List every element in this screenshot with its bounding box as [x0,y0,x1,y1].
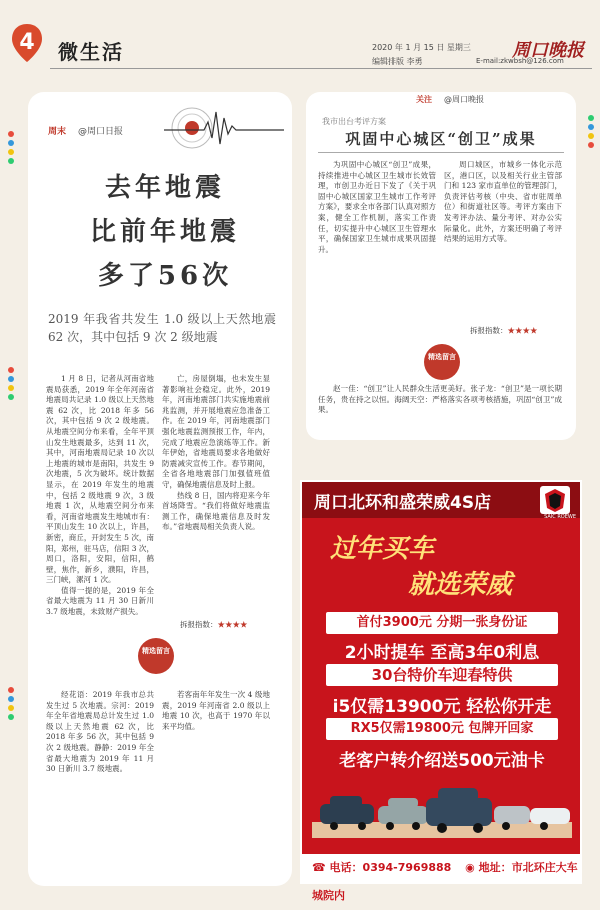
left-col1-text: 1 月 8 日，记者从河南省地震局获悉，2019 年全年河南省地震局共记录 1.0 级以上天然地震 62 次，比 2018 年多 56 次，其中包括 9 次 2 级地震。从地震空间分布来看，全年平顶山发生地震最多，达到 11 次，其中，河南地震局记录 10 次以上地震的城市是南阳，共发生 9 次地震，5 次为破坏。统计数据显示，在 2019 年发生的地震中，包括 2 级地震 9 次，3 级地震 1 次，从地震空间分布来看，河南省地震发生地城市有：平顶山发生 10 次以上，许昌，新密，商丘，开封发生 5 次，南阳，郑州，驻马店，信阳 3 次，周口，洛阳，安阳，信阳，鹤壁，焦作，新乡，濮阳，许昌，三门峡，漯河 1 次。 [46,374,154,585]
left-col2 [162,374,270,624]
right-col2 [444,160,562,328]
right-source: @周口晚报 [444,95,484,104]
ad-header [302,482,580,518]
roewe-ad[interactable] [300,480,582,902]
ad-offer-4: i5仅需13900元 轻松你开走 [332,697,552,717]
email-line: E-mail:zkwbsh@126.com [476,57,564,65]
left-subhead: 2019 年我省共发生 1.0 级以上天然地震 62 次，其中包括 9 次 2 级地震 [48,312,276,344]
ad-cars-image [312,782,572,838]
section-title: 微生活 [58,40,124,64]
right-rating-stars: ★★★★ [507,326,538,335]
right-comments-text: 赵一佳：“创卫”让人民群众生活更美好。张子龙：“创卫”是一项长期任务，贵在持之以恒。海阔天空：严格落实各项考核措施，巩固“创卫”成果。 [318,384,562,415]
right-title: 巩固中心城区“创卫”成果 [345,130,537,148]
ad-phone: 电话：0394-7969888 [329,861,452,874]
ad-offer-3: 30台特价车迎春特供 [326,664,558,686]
left-col1-end: 值得一提的是，2019 年全省最大地震为 11 月 30 日新川 3.7 级地震，未致财产损失。 [46,585,154,617]
decor-dots-left [8,128,14,167]
ad-store-name: 周口北环和盛荣威4S店 [314,493,492,513]
right-col1 [318,160,436,340]
left-comments-text: 经花语：2019 年我市总共发生过 5 次地震。宗河：2019 年全年省地震局总计发生过 1.0 级以上天然地震 62 次，比 2018 年多 56 次，其中包括 9 次 2 级地震。静静：2019 年全省最大地震为 2019 年 11 月 30 日新川 3.7 级地震。 [46,690,154,774]
decor-dots-left-3 [8,684,14,723]
left-comment-badge: 精选留言 [138,638,174,674]
left-comments-col1 [46,690,154,840]
right-comments [318,384,562,434]
left-col1 [46,374,154,636]
seismograph-icon [164,104,284,152]
right-col2-text: 周口城区，市城乡一体化示范区，港口区，以及相关行业主管部门和 123 家市直单位的管理部门，负责评估考核（中央、省市驻周单位）和街道社区等。考评方案由下发考评办法、量分考评、对办公实际量化。此外，方案还明确了考评结果的运用方式等。 [444,160,562,244]
page-number: 4 [19,30,35,55]
editor-line: 编辑排版 李勇 [372,57,423,66]
right-rating-label: 拆报指数： [470,326,508,335]
left-rating [180,620,272,631]
left-comments-col2 [162,690,270,840]
location-icon: ◉ [465,861,475,874]
ad-offer-2: 2小时提车 至高3年0利息 [344,643,540,663]
decor-dots-right [588,112,594,151]
decor-dots-left-2 [8,364,14,403]
right-col1-text: 为巩固中心城区“创卫”成果，持续推进中心城区卫生城市长效管理，市创卫办近日下发了《关于巩固中心城区国家卫生城市工作考评方案》，要求全市各部门认真对照方案，健全工作机制，落实工作责任，切实提升中心城区卫生管理水平，确保国家卫生城市成果巩固提升。 [318,160,436,254]
left-col2-text: 亡，房屋倒塌，也未发生显著影响社会稳定。此外，2019 年，河南地震部门共实施地震前兆监测，并开展地震应急准备工作。在 2019 年，河南地震部门强化地震监测预报工作，年内，完成了地震应急演练等工作。新年伊始，省地震局要求各地做好防震减灾宣传工作。春节期间，全省各地地震部门加强值班值守，确保地震信息及时上报。 [162,374,270,489]
header-rule [50,68,592,69]
left-headline [60,166,270,298]
ad-slogan-2: 就选荣威 [408,570,513,600]
ad-footer [302,854,580,902]
left-col2-end: 热线 8 日，国内将迎来今年首场降雪。“我们将做好地震监测工作，确保地震信息及时发布。”省地震局相关负责人说。 [162,490,270,532]
right-title-rule [318,152,564,153]
roewe-logo-icon [540,486,570,514]
right-kicker: 关注 [416,95,432,104]
right-comment-badge: 精选留言 [424,344,460,380]
left-kicker: 周末 [48,127,67,137]
left-rating-label: 拆报指数： [180,620,218,629]
headline-line-2: 比前年地震 [89,217,240,247]
ad-offer-1: 首付3900元 分期一张身份证 [326,612,558,634]
right-rating [470,326,566,337]
ad-offer-6: 老客户转介绍送500元油卡 [339,751,545,771]
paper-logo: 周口晚报 [512,40,584,61]
phone-icon: ☎ [312,861,326,874]
ad-address: 地址：市北环庄大车城院内 [312,861,578,902]
ad-offer-5: RX5仅需19800元 包牌开回家 [326,718,558,740]
headline-line-3: 多了56次 [97,261,233,291]
left-source: @周口日报 [78,127,124,137]
right-overline: 我市出台考评方案 [322,117,386,126]
date-line: 2020 年 1 月 15 日 星期三 [372,43,471,52]
ad-logo-text: SAIC ROEWE [544,514,576,520]
left-comments-text-2: 若客南年年发生一次 4 级地震，2019 年河南省 2.0 级以上地震 10 次，也高于 1970 年以来平均值。 [162,690,270,731]
headline-line-1: 去年地震 [104,173,225,203]
left-rating-stars: ★★★★ [217,620,248,629]
ad-slogan-1: 过年买车 [330,534,435,564]
